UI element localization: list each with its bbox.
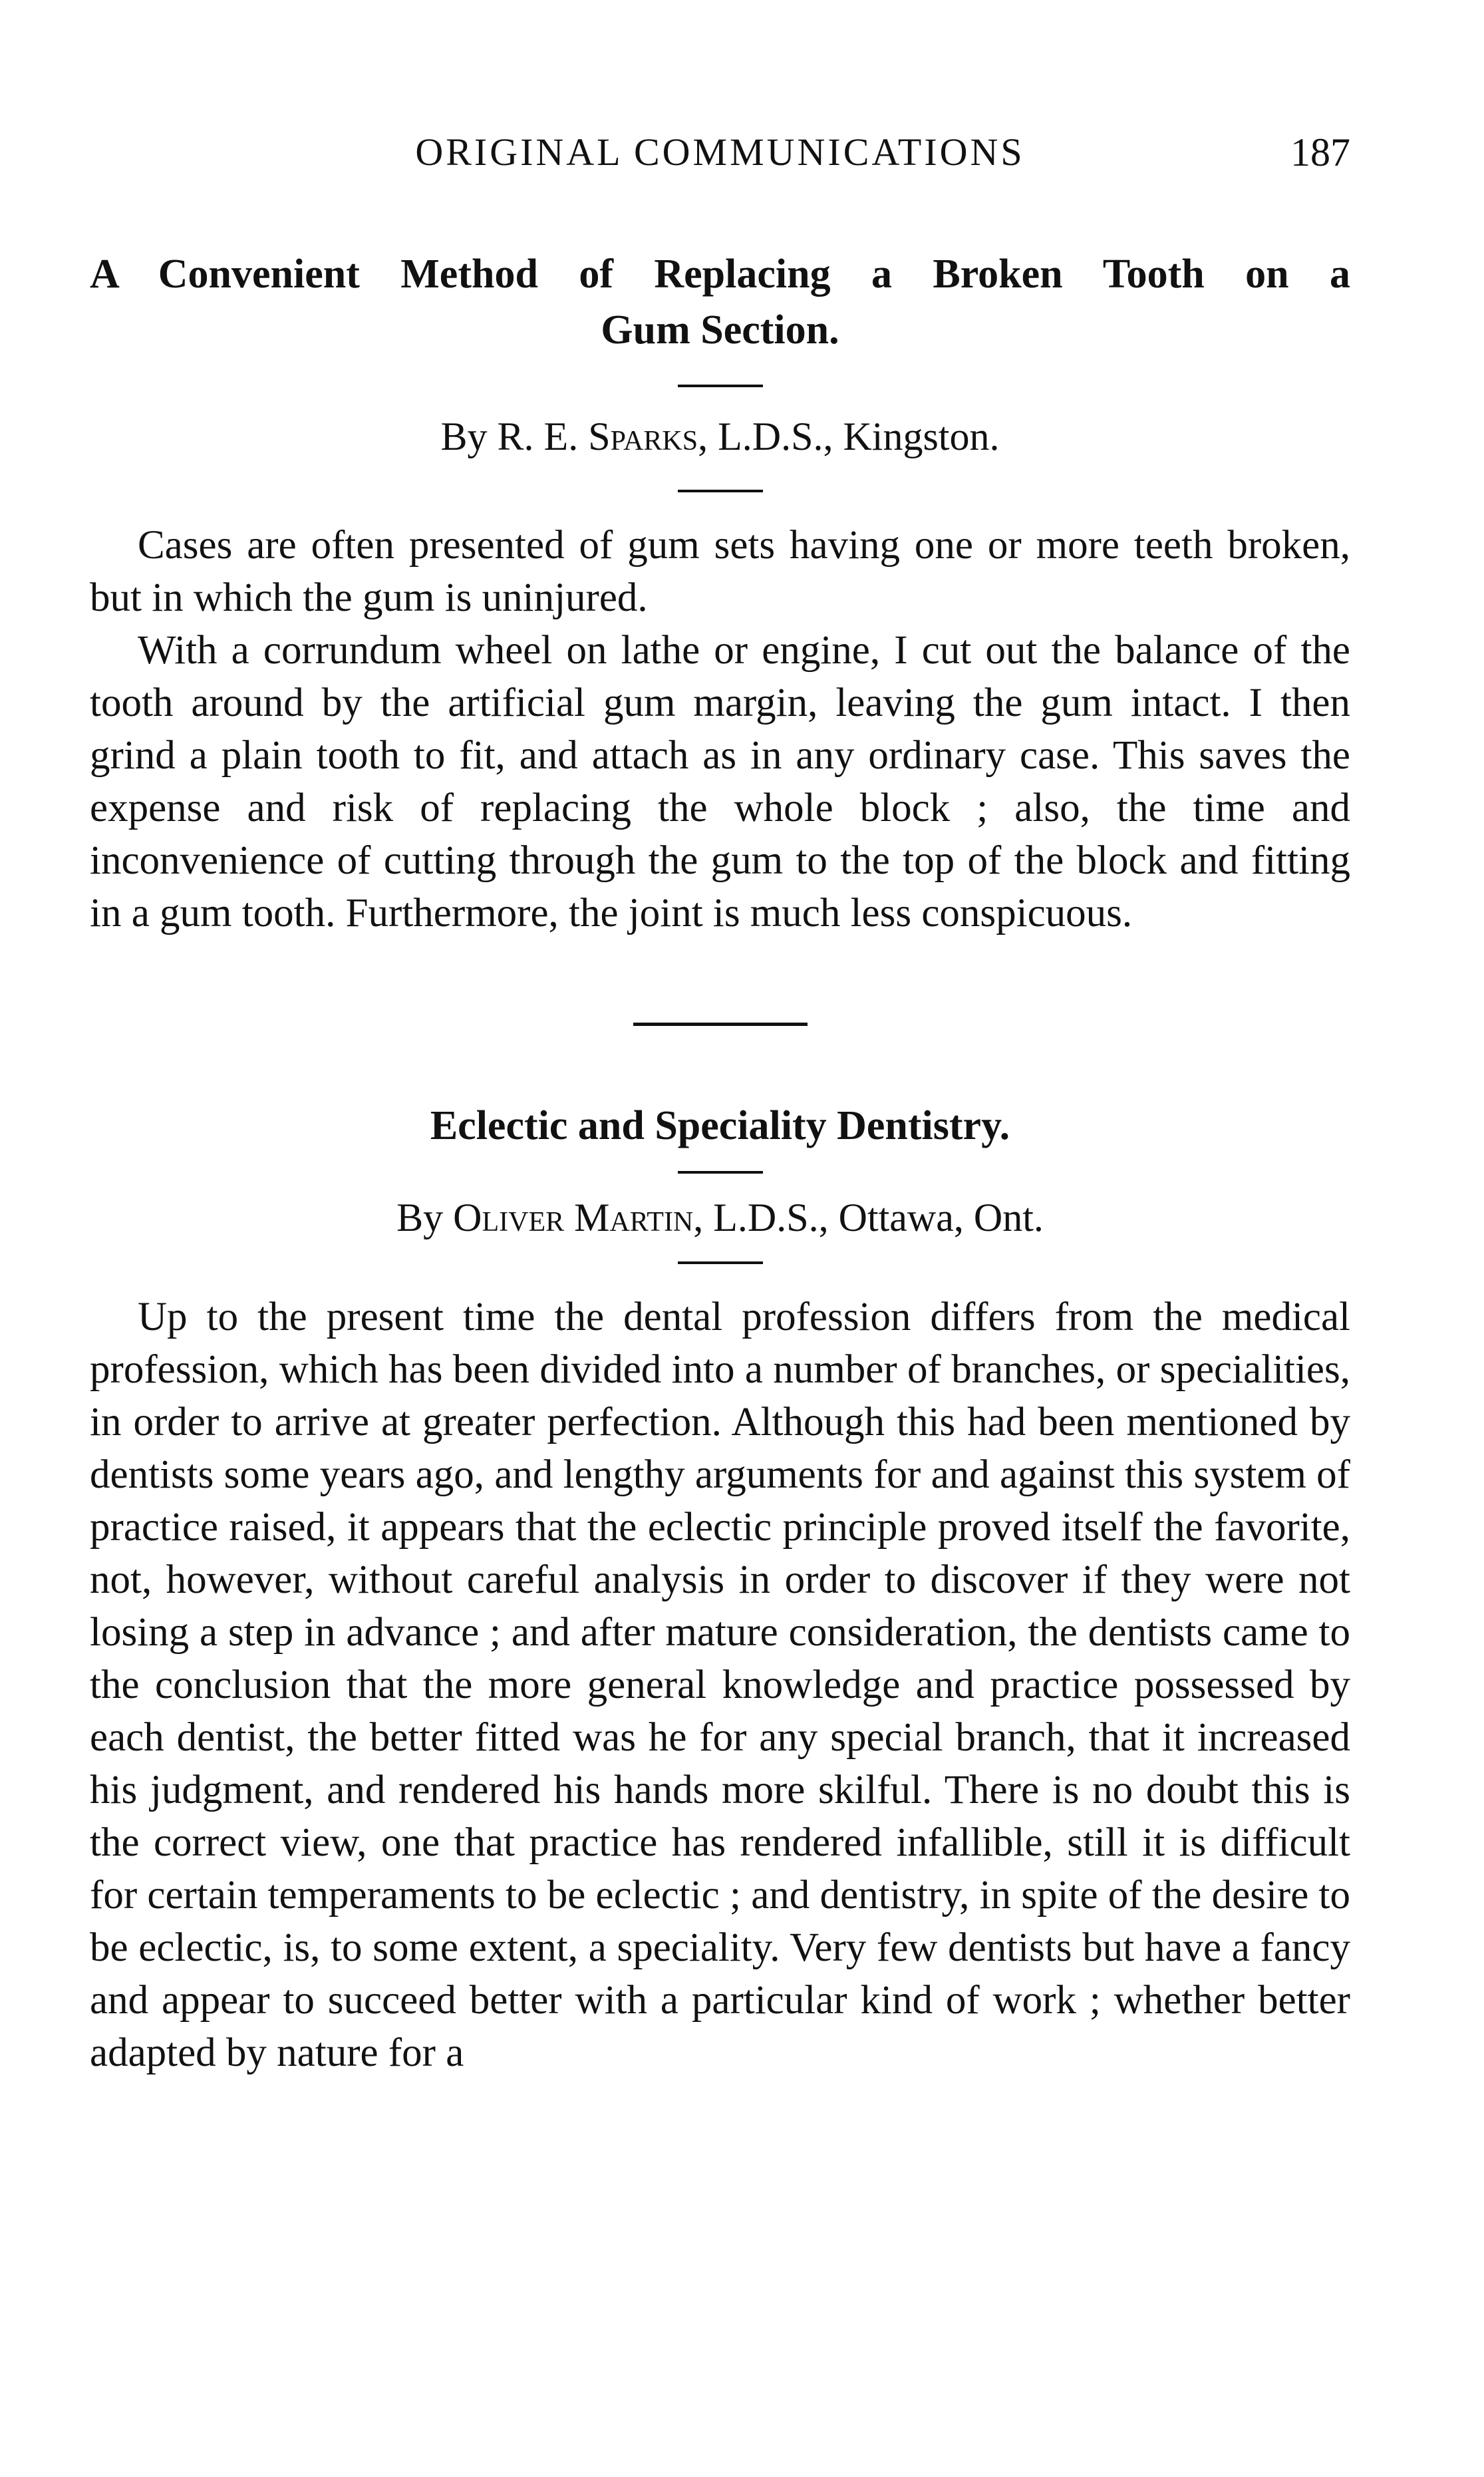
byline-rule [678, 1261, 763, 1264]
running-title: ORIGINAL COMMUNICATIONS [415, 130, 1025, 174]
article1-paragraph-1: Cases are often presented of gum sets having one or more teeth broken, but in which the gum is uninjured. [90, 523, 1350, 620]
byline-rule [678, 490, 763, 492]
title-rule [678, 1171, 763, 1174]
title-rule [678, 385, 763, 387]
byline-suffix: , L.D.S., Kingston. [698, 414, 1000, 458]
article1-title-line1: A Convenient Method of Replacing a Broken Tooth on a [90, 251, 1350, 297]
article2-paragraph: Up to the present time the dental profession differs from the medical profession, which has been divided into a number of branches, or specialities, in order to arrive at greater perfection. Although this had been mentioned by dentists some years ago, and lengthy arguments for and against this system of practice raised, it appears that the eclectic principle proved itself the favorite, not, however, without careful analysis in order to discover if they were not losing a step in advance ; and after mature consideration, the dentists came to the conclusion that the more general knowledge and practice possessed by each dentist, the better fitted was he for any special branch, that it increased his judgment, and rendered his hands more skilful. There is no doubt this is the correct view, one that practice has rendered infallible, still it is difficult for certain temperaments to be eclectic ; and dentistry, in spite of the desire to be eclectic, is, to some extent, a speciality. Very few dentists but have a fancy and appear to succeed better with a particular kind of work ; whether better adapted by nature for a [90, 1295, 1350, 2075]
author-name: Oliver Martin [453, 1196, 694, 1239]
article2-title: Eclectic and Speciality Dentistry. [430, 1103, 1010, 1148]
byline-prefix: By [396, 1196, 454, 1239]
byline-suffix: , L.D.S., Ottawa, Ont. [693, 1196, 1044, 1239]
section-divider [633, 1023, 808, 1026]
article2-byline [90, 1191, 1350, 1244]
running-head [90, 130, 1350, 183]
article1-title [90, 246, 1350, 358]
article1-paragraph-2: With a corrundum wheel on lathe or engine, I cut out the balance of the tooth around by the artificial gum margin, leaving the gum intact. I then grind a plain tooth to fit, and attach as in any ordinary case. This saves the expense and risk of replacing the whole block ; also, the time and inconvenience of cutting through the gum to the top of the block and fitting in a gum tooth. Furthermore, the joint is much less conspicuous. [90, 628, 1350, 935]
article1-title-line2: Gum Section. [601, 307, 839, 353]
byline-prefix: By R. E. [440, 414, 589, 458]
article1-byline [90, 410, 1350, 463]
page-number: 187 [1290, 130, 1350, 174]
author-name: Sparks [588, 414, 698, 458]
page [90, 130, 1350, 2079]
